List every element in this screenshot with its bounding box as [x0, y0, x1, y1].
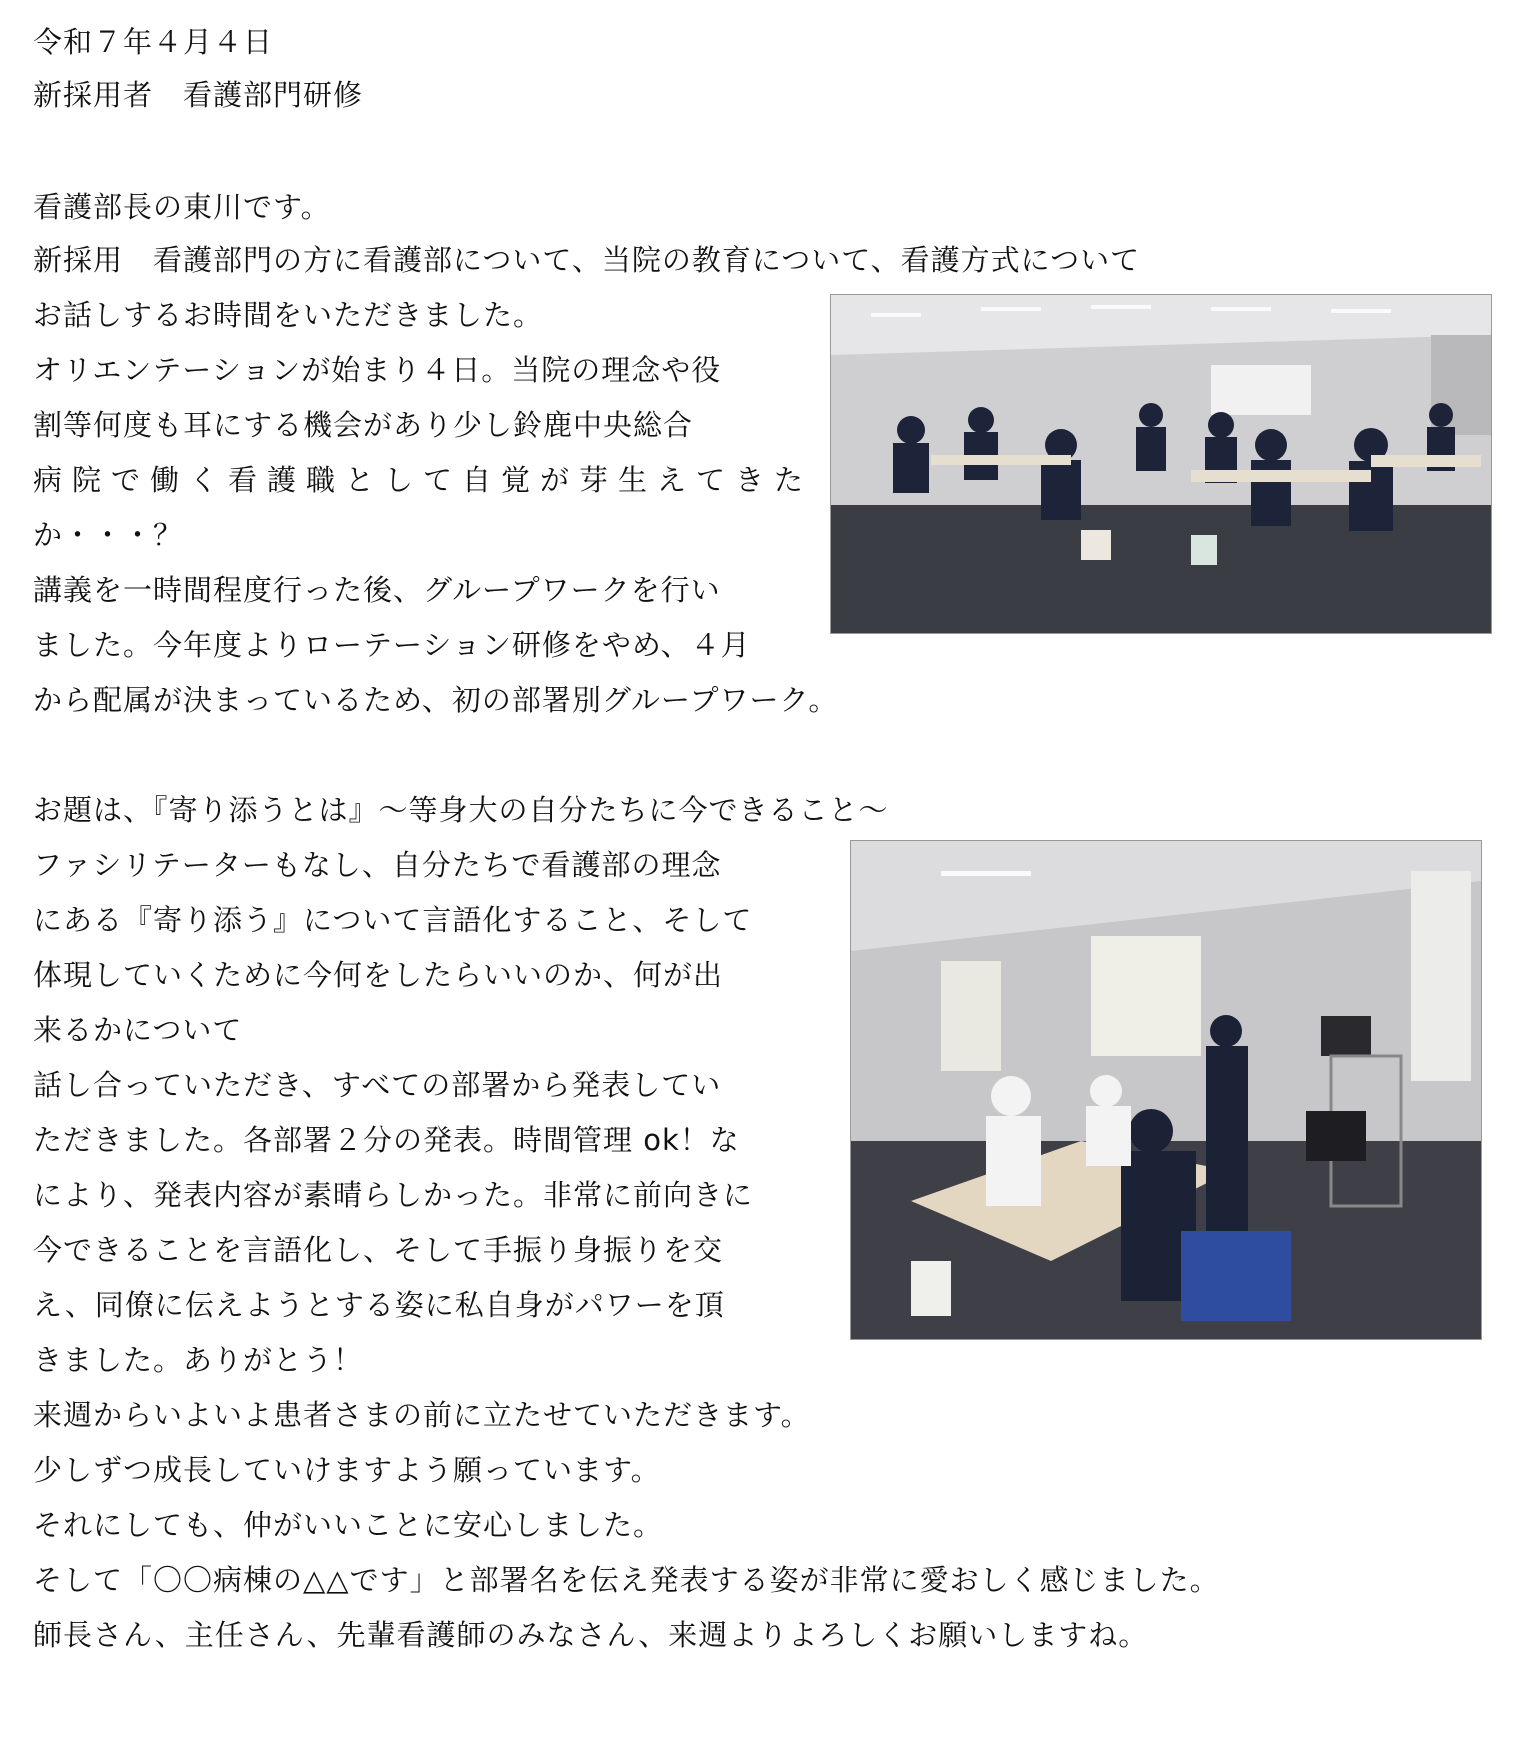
text-line: 看護部長の東川です。 [33, 190, 331, 224]
text-line: 体現していくために今何をしたらいいのか、何が出 [33, 958, 724, 992]
text-line: 新採用 看護部門の方に看護部について、当院の教育について、看護方式について [33, 243, 1141, 277]
presentation-photo-icon [851, 841, 1481, 1339]
text-line: により、発表内容が素晴らしかった。非常に前向きに [33, 1178, 754, 1212]
text-line: 来週からいよいよ患者さまの前に立たせていただきます。 [33, 1398, 811, 1432]
text-line: オリエンテーションが始まり４日。当院の理念や役 [33, 353, 722, 387]
text-line: 来るかについて [33, 1013, 243, 1047]
text-line: から配属が決まっているため、初の部署別グループワーク。 [33, 683, 839, 717]
presentation-photo [850, 840, 1482, 1340]
text-line: そして「〇〇病棟の△△です」と部署名を伝え発表する姿が非常に愛おしく感じました。 [33, 1563, 1220, 1597]
text-line: え、同僚に伝えようとする姿に私自身がパワーを頂 [33, 1288, 725, 1322]
text-line: にある『寄り添う』について言語化すること、そして [33, 903, 753, 937]
text-line: 割等何度も耳にする機会があり少し鈴鹿中央総合 [33, 408, 694, 442]
text-line: 話し合っていただき、すべての部署から発表してい [33, 1068, 722, 1102]
text-line: きました。ありがとう！ [33, 1343, 364, 1377]
text-line: 病院で働く看護職として自覚が芽生えてきた [33, 463, 814, 497]
text-line: 師長さん、主任さん、先輩看護師のみなさん、来週よりよろしくお願いしますね。 [33, 1618, 1149, 1652]
text-line: ファシリテーターもなし、自分たちで看護部の理念 [33, 848, 722, 882]
text-line: それにしても、仲がいいことに安心しました。 [33, 1508, 664, 1542]
text-line: お題は、『寄り添うとは』～等身大の自分たちに今できること～ [33, 793, 889, 827]
text-line: 今できることを言語化し、そして手振り身振りを交 [33, 1233, 724, 1267]
group-work-classroom-photo-icon [831, 295, 1491, 633]
text-line: ただきました。各部署２分の発表。時間管理 ok！な [33, 1123, 740, 1157]
group-work-photo [830, 294, 1492, 634]
text-line: 講義を一時間程度行った後、グループワークを行い [33, 573, 721, 607]
text-line: お話しするお時間をいただきました。 [33, 298, 544, 332]
subtitle-line: 新採用者 看護部門研修 [33, 78, 364, 112]
text-line: 少しずつ成長していけますよう願っています。 [33, 1453, 661, 1487]
text-line: か・・・？ [33, 518, 184, 552]
text-line: ました。今年度よりローテーション研修をやめ、４月 [33, 628, 751, 662]
date-line: 令和７年４月４日 [33, 25, 274, 59]
